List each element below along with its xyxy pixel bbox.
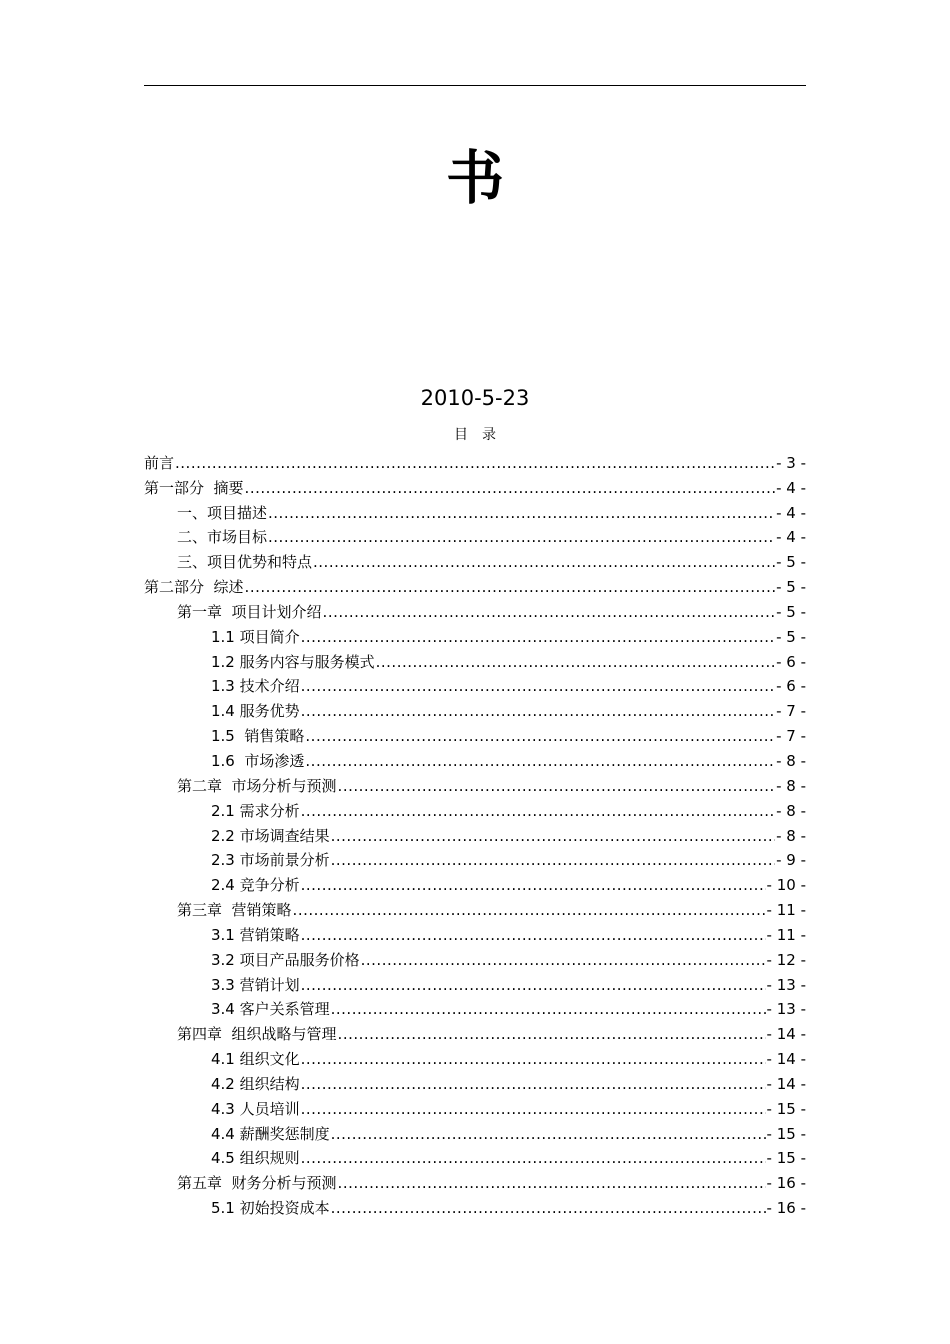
- toc-entry[interactable]: [144, 547, 806, 572]
- toc-dot-leader: [305, 751, 775, 771]
- toc-entry-page: - 5 -: [776, 627, 806, 646]
- toc-entry-label: 3.4 客户关系管理: [211, 1000, 330, 1019]
- toc-dot-leader: [338, 776, 776, 796]
- toc-entry[interactable]: [144, 920, 806, 945]
- toc-entry[interactable]: [144, 1119, 806, 1144]
- toc-dot-leader: [305, 726, 775, 746]
- toc-dot-leader: [268, 527, 775, 547]
- toc-entry-page: - 14 -: [766, 1025, 806, 1044]
- toc-entry[interactable]: [144, 1144, 806, 1169]
- toc-entry-page: - 13 -: [766, 975, 806, 994]
- toc-entry-page: - 7 -: [776, 727, 806, 746]
- toc-dot-leader: [331, 1124, 766, 1144]
- toc-entry-label: 第五章 财务分析与预测: [177, 1174, 337, 1193]
- toc-dot-leader: [338, 1173, 766, 1193]
- toc-entry-label: 三、项目优势和特点: [177, 553, 313, 572]
- toc-entry[interactable]: [144, 821, 806, 846]
- toc-entry-page: - 9 -: [776, 851, 806, 870]
- toc-entry-label: 4.5 组织规则: [211, 1149, 300, 1168]
- toc-entry-label: 4.1 组织文化: [211, 1050, 300, 1069]
- toc-entry[interactable]: [144, 796, 806, 821]
- toc-entry-label: 第二章 市场分析与预测: [177, 776, 337, 795]
- toc-entry[interactable]: [144, 572, 806, 597]
- toc-entry-label: 第一部分 摘要: [144, 478, 244, 497]
- toc-dot-leader: [301, 1074, 766, 1094]
- toc-entry[interactable]: [144, 1094, 806, 1119]
- toc-entry[interactable]: [144, 1019, 806, 1044]
- toc-entry-page: - 8 -: [776, 751, 806, 770]
- toc-dot-leader: [268, 503, 775, 523]
- toc-entry-label: 5.1 初始投资成本: [211, 1199, 330, 1218]
- toc-entry-page: - 13 -: [766, 1000, 806, 1019]
- toc-entry[interactable]: [144, 721, 806, 746]
- toc-entry-label: 4.3 人员培训: [211, 1099, 300, 1118]
- toc-entry-page: - 15 -: [766, 1099, 806, 1118]
- toc-dot-leader: [331, 999, 766, 1019]
- toc-dot-leader: [338, 1024, 766, 1044]
- toc-entry-label: 4.4 薪酬奖惩制度: [211, 1124, 330, 1143]
- toc-entry-label: 1.6 市场渗透: [211, 751, 305, 770]
- toc-entry-label: 1.5 销售策略: [211, 727, 305, 746]
- toc-entry-page: - 14 -: [766, 1074, 806, 1093]
- toc-entry-label: 4.2 组织结构: [211, 1074, 300, 1093]
- toc-entry-label: 2.2 市场调查结果: [211, 826, 330, 845]
- toc-entry-label: 第二部分 综述: [144, 578, 244, 597]
- toc-entry[interactable]: [144, 746, 806, 771]
- toc-entry-page: - 8 -: [776, 801, 806, 820]
- toc-dot-leader: [301, 975, 766, 995]
- toc-entry-page: - 5 -: [776, 578, 806, 597]
- toc-entry-page: - 4 -: [776, 503, 806, 522]
- toc-entry-label: 3.1 营销策略: [211, 925, 300, 944]
- toc-entry-page: - 6 -: [776, 652, 806, 671]
- toc-dot-leader: [175, 453, 775, 473]
- toc-dot-leader: [301, 1099, 766, 1119]
- toc-dot-leader: [301, 701, 775, 721]
- toc-entry-page: - 12 -: [766, 950, 806, 969]
- toc-entry-page: - 6 -: [776, 677, 806, 696]
- toc-entry-page: - 3 -: [776, 453, 806, 472]
- toc-dot-leader: [331, 850, 775, 870]
- toc-entry[interactable]: [144, 895, 806, 920]
- toc-entry[interactable]: [144, 1044, 806, 1069]
- toc-dot-leader: [313, 552, 775, 572]
- toc-entry-page: - 11 -: [766, 901, 806, 920]
- toc-entry[interactable]: [144, 1193, 806, 1218]
- toc-dot-leader: [361, 950, 766, 970]
- toc-entry-label: 1.2 服务内容与服务模式: [211, 652, 375, 671]
- toc-entry-page: - 5 -: [776, 553, 806, 572]
- toc-entry[interactable]: [144, 1069, 806, 1094]
- toc-entry[interactable]: [144, 473, 806, 498]
- toc-dot-leader: [331, 826, 775, 846]
- toc-entry-label: 2.1 需求分析: [211, 801, 300, 820]
- toc-entry-page: - 4 -: [776, 528, 806, 547]
- toc-entry[interactable]: [144, 597, 806, 622]
- toc-entry-label: 第四章 组织战略与管理: [177, 1025, 337, 1044]
- header-rule: [144, 85, 806, 86]
- toc-entry-label: 3.2 项目产品服务价格: [211, 950, 360, 969]
- toc-dot-leader: [301, 676, 775, 696]
- toc-dot-leader: [331, 1198, 766, 1218]
- toc-dot-leader: [301, 1049, 766, 1069]
- toc-entry-page: - 16 -: [766, 1199, 806, 1218]
- toc-dot-leader: [301, 1148, 766, 1168]
- toc-entry[interactable]: [144, 622, 806, 647]
- toc-dot-leader: [323, 602, 776, 622]
- toc-entry-label: 前言: [144, 453, 175, 472]
- toc-entry-label: 一、项目描述: [177, 503, 268, 522]
- toc-entry-page: - 8 -: [776, 826, 806, 845]
- toc-dot-leader: [376, 652, 775, 672]
- toc-entry-page: - 14 -: [766, 1050, 806, 1069]
- toc-entry-label: 1.3 技术介绍: [211, 677, 300, 696]
- toc-entry-page: - 15 -: [766, 1124, 806, 1143]
- toc-entry-page: - 11 -: [766, 925, 806, 944]
- toc-entry[interactable]: [144, 995, 806, 1020]
- toc-entry-page: - 16 -: [766, 1174, 806, 1193]
- toc-entry[interactable]: [144, 498, 806, 523]
- toc-entry-label: 1.1 项目简介: [211, 627, 300, 646]
- toc-entry[interactable]: [144, 1168, 806, 1193]
- toc-dot-leader: [301, 627, 775, 647]
- toc-entry-label: 3.3 营销计划: [211, 975, 300, 994]
- toc-entry-page: - 10 -: [766, 876, 806, 895]
- toc-entry-page: - 4 -: [776, 478, 806, 497]
- toc-entry-label: 第三章 营销策略: [177, 901, 292, 920]
- toc-entry[interactable]: [144, 771, 806, 796]
- toc-dot-leader: [301, 801, 775, 821]
- toc-entry[interactable]: [144, 672, 806, 697]
- toc-dot-leader: [301, 875, 766, 895]
- toc-entry[interactable]: [144, 696, 806, 721]
- toc-entry[interactable]: [144, 647, 806, 672]
- toc-entry[interactable]: [144, 448, 806, 473]
- toc-dot-leader: [245, 478, 776, 498]
- toc-heading: 目 录: [454, 427, 496, 443]
- toc-entry-label: 2.4 竞争分析: [211, 876, 300, 895]
- document-title: 书: [445, 144, 504, 212]
- toc-entry[interactable]: [144, 846, 806, 871]
- table-of-contents: [144, 448, 806, 1218]
- toc-entry-label: 二、市场目标: [177, 528, 268, 547]
- document-date: 2010-5-23: [420, 386, 530, 410]
- toc-entry-label: 第一章 项目计划介绍: [177, 602, 322, 621]
- toc-dot-leader: [301, 925, 766, 945]
- toc-entry[interactable]: [144, 523, 806, 548]
- toc-entry-page: - 7 -: [776, 702, 806, 721]
- toc-entry-label: 1.4 服务优势: [211, 702, 300, 721]
- toc-dot-leader: [245, 577, 776, 597]
- toc-entry[interactable]: [144, 970, 806, 995]
- toc-entry-page: - 15 -: [766, 1149, 806, 1168]
- toc-dot-leader: [293, 900, 766, 920]
- toc-entry-label: 2.3 市场前景分析: [211, 851, 330, 870]
- toc-entry-page: - 5 -: [776, 602, 806, 621]
- toc-entry[interactable]: [144, 945, 806, 970]
- toc-entry[interactable]: [144, 870, 806, 895]
- toc-entry-page: - 8 -: [776, 776, 806, 795]
